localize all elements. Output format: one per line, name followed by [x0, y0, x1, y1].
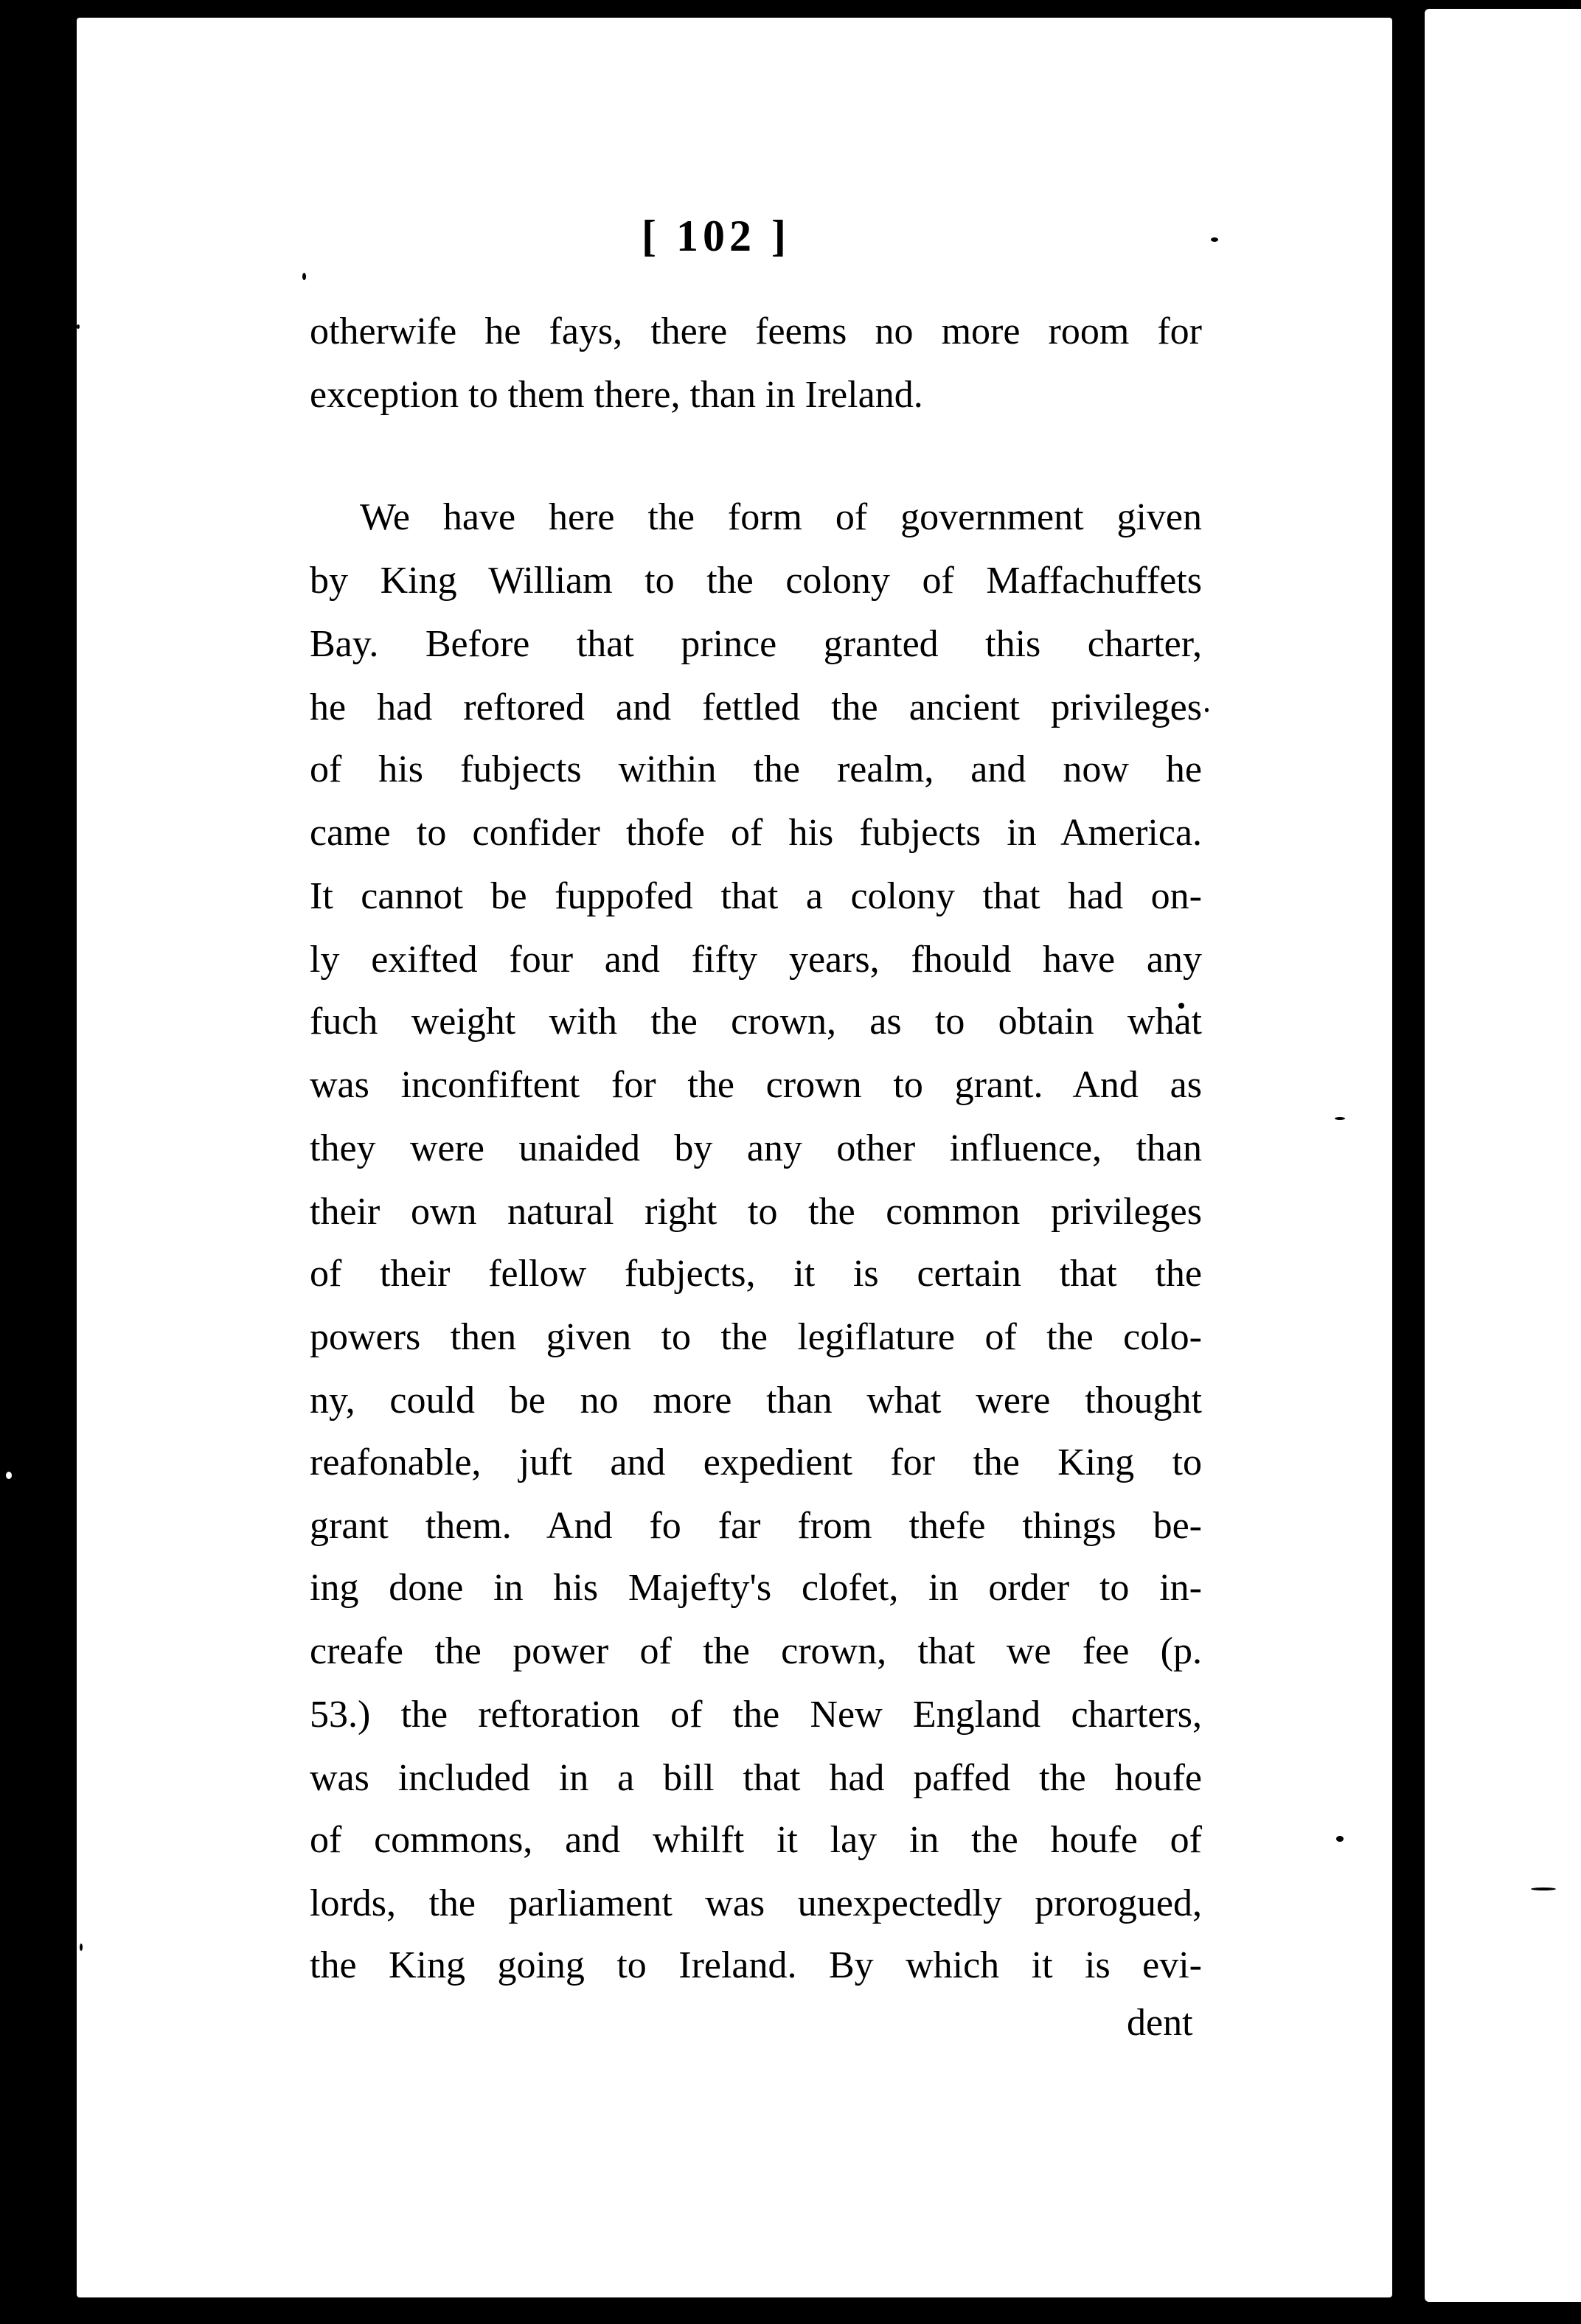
- text-line: grant them. And fo far from thefe things be-: [310, 1505, 1202, 1547]
- text-line: their own natural right to the common privileges: [310, 1191, 1202, 1233]
- text-line: by King William to the colony of Maffachuffets: [310, 560, 1202, 602]
- page-number: [ 102 ]: [642, 212, 790, 260]
- text-line: ing done in his Majefty's clofet, in order to in-: [310, 1567, 1202, 1609]
- text-line: ly exifted four and fifty years, fhould have any: [310, 939, 1202, 981]
- text-line: they were unaided by any other influence, than: [310, 1127, 1202, 1169]
- text-line: otherwife he fays, there feems no more room for: [310, 310, 1202, 352]
- text-line: It cannot be fuppofed that a colony that had on-: [310, 875, 1202, 917]
- text-line: 53.) the reftoration of the New England charters,: [310, 1694, 1202, 1736]
- text-line: fuch weight with the crown, as to obtain what: [310, 1001, 1202, 1043]
- text-line: the King going to Ireland. By which it is evi-: [310, 1944, 1202, 1986]
- text-line: of commons, and whilft it lay in the houfe of: [310, 1819, 1202, 1861]
- text-line: exception to them there, than in Ireland.: [310, 374, 923, 416]
- text-line: powers then given to the legiflature of the colo-: [310, 1316, 1202, 1358]
- text-line: was inconfiftent for the crown to grant. And as: [310, 1064, 1202, 1106]
- text-line: creafe the power of the crown, that we fee (p.: [310, 1630, 1202, 1672]
- text-line: We have here the form of government given: [360, 496, 1202, 538]
- text-line: of his fubjects within the realm, and now he: [310, 748, 1202, 790]
- text-line: he had reftored and fettled the ancient privileges: [310, 686, 1202, 728]
- text-line: of their fellow fubjects, it is certain that the: [310, 1253, 1202, 1295]
- text-line: was included in a bill that had paffed the houfe: [310, 1757, 1202, 1799]
- text-line: reafonable, juft and expedient for the King to: [310, 1441, 1202, 1483]
- text-line: came to confider thofe of his fubjects in America.: [310, 812, 1202, 854]
- text-line: Bay. Before that prince granted this charter,: [310, 623, 1202, 665]
- catchword: dent: [1127, 2002, 1193, 2044]
- text-line: lords, the parliament was unexpectedly prorogued,: [310, 1882, 1202, 1924]
- text-line: ny, could be no more than what were thought: [310, 1380, 1202, 1422]
